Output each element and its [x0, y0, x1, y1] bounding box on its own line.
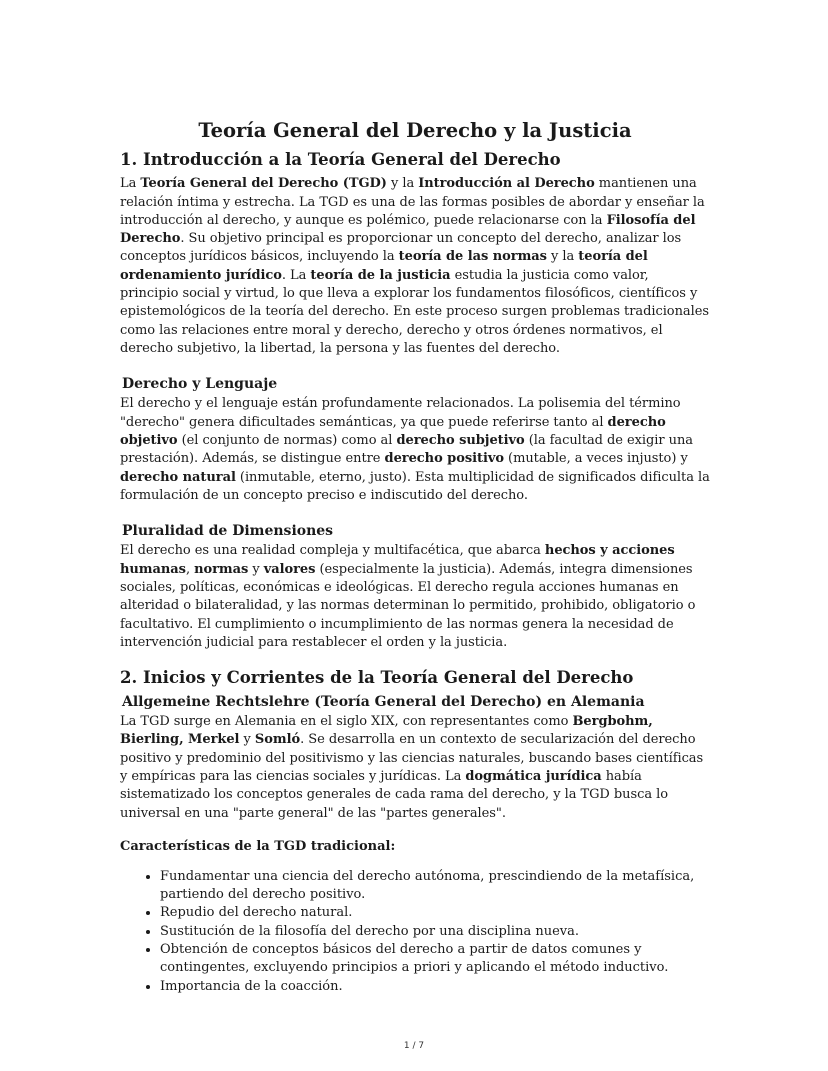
- section-1-intro: La Teoría General del Derecho (TGD) y la Introducción al Derecho mantienen una relación íntima y estrecha. La TGD es una de las formas posibles de abordar y enseñar la introducción al derecho, y aunque es polémico, puede relacionarse con la Filosofía del Derecho. Su objetivo principal es proporcionar un concepto del derecho, analizar los conceptos jurídicos básicos, incluyendo la teoría de las normas y la teoría del ordenamiento jurídico. La teoría de la justicia estudia la justicia como valor, principio social y virtud, lo que lleva a explorar los fundamentos filosóficos, científicos y epistemológicos de la teoría del derecho. En este proceso surgen problemas tradicionales como las relaciones entre moral y derecho, derecho y otros órdenes normativos, el derecho subjetivo, la libertad, la persona y las fuentes del derecho.: [120, 176, 709, 356]
- section-1-heading: 1. Introducción a la Teoría General del Derecho: [120, 150, 561, 170]
- characteristics-list: [120, 868, 710, 996]
- list-item: • Fundamentar una ciencia del derecho autónoma, prescindiendo de la metafísica, partiendo del derecho positivo.: [160, 868, 710, 905]
- characteristics-label: Características de la TGD tradicional:: [120, 838, 396, 854]
- section-2-heading: 2. Inicios y Corrientes de la Teoría General del Derecho: [120, 668, 634, 688]
- derecho-lenguaje-text: El derecho y el lenguaje están profundamente relacionados. La polisemia del término "derecho" genera dificultades semánticas, ya que puede referirse tanto al derecho objetivo (el conjunto de normas) como al derecho subjetivo (la facultad de exigir una prestación). Además, se distingue entre derecho positivo (mutable, a veces injusto) y derecho natural (inmutable, eterno, justo). Esta multiplicidad de significados dificulta la formulación de un concepto preciso e indiscutido del derecho.: [120, 396, 710, 503]
- allgemeine-text: La TGD surge en Alemania en el siglo XIX, con representantes como Bergbohm, Bierling, Merkel y Somló. Se desarrolla en un contexto de secularización del derecho positivo y predominio del positivismo y las ciencias naturales, buscando bases científicas y empíricas para las ciencias sociales y jurídicas. La dogmática jurídica había sistematizado los conceptos generales de cada rama del derecho, y la TGD busca lo universal en una "parte general" de las "partes generales".: [120, 714, 704, 821]
- document-title: Teoría General del Derecho y la Justicia: [198, 119, 632, 142]
- derecho-lenguaje-heading: Derecho y Lenguaje: [122, 376, 278, 393]
- pluralidad-text: El derecho es una realidad compleja y multifacética, que abarca hechos y acciones humanas, normas y valores (especialmente la justicia). Además, integra dimensiones sociales, políticas, económicas e ideológicas. El derecho regula acciones humanas en alteridad o bilateralidad, y las normas determinan lo permitido, prohibido, obligatorio o facultativo. El cumplimiento o incumplimiento de las normas genera la necesidad de intervención judicial para restablecer el orden y la justicia.: [120, 543, 696, 650]
- page-number: 1 / 7: [403, 1041, 425, 1051]
- list-item: • Sustitución de la filosofía del derecho por una disciplina nueva.: [160, 923, 710, 941]
- allgemeine-heading: Allgemeine Rechtslehre (Teoría General del Derecho) en Alemania: [122, 693, 645, 710]
- document-page: [120, 120, 710, 996]
- list-item: • Obtención de conceptos básicos del derecho a partir de datos comunes y contingentes, excluyendo principios a priori y aplicando el método inductivo.: [160, 941, 710, 978]
- list-item: • Importancia de la coacción.: [160, 978, 710, 996]
- pluralidad-heading: Pluralidad de Dimensiones: [122, 523, 334, 540]
- list-item: • Repudio del derecho natural.: [160, 904, 710, 922]
